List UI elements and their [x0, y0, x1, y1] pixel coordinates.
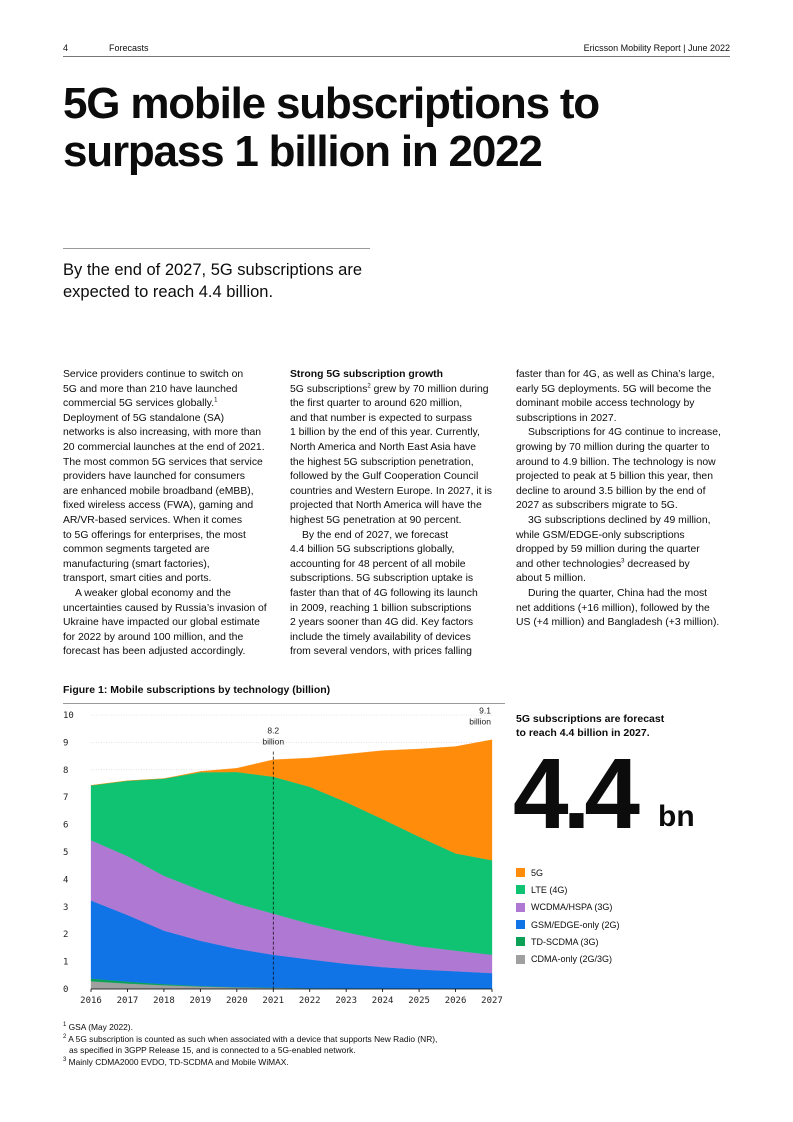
legend-swatch [516, 937, 525, 946]
col2-paragraph-2 [290, 529, 505, 660]
text-line: AR/VR-based services. When it comes [63, 514, 243, 526]
legend-item-5g [516, 864, 620, 881]
legend-item-wcdma [516, 899, 620, 916]
x-tick-label: 2021 [262, 996, 285, 1006]
text-segment: decreased by [624, 558, 690, 570]
page-number: 4 [63, 43, 69, 53]
x-tick-label: 2019 [189, 996, 212, 1006]
x-tick-label: 2026 [444, 996, 467, 1006]
big-number: 4.4 [513, 738, 635, 850]
report-name: Ericsson Mobility Report | June 2022 [583, 43, 730, 53]
text-line: net additions (+16 million), followed by the [516, 602, 710, 614]
text-line: include the timely availability of devices [290, 631, 471, 643]
text-line: about 5 million. [516, 573, 586, 585]
y-tick-label: 7 [63, 793, 69, 804]
y-tick-label: 4 [63, 875, 69, 886]
stacked-area-chart [55, 705, 515, 1010]
legend-label: CDMA-only (2G/3G) [531, 954, 613, 965]
footnote-number: 3 [63, 1056, 67, 1063]
text-segment: grew by 70 million during [370, 383, 489, 395]
text-line: A weaker global economy and the [75, 587, 231, 599]
legend-swatch [516, 868, 525, 877]
subtitle-line-1: By the end of 2027, 5G subscriptions are [63, 261, 363, 279]
y-tick-label: 2 [63, 930, 69, 941]
footnote-text: A 5G subscription is counted as such when associated with a device that supports New Radio (NR), [66, 1033, 438, 1044]
text-line: around to 4.9 billion. The technology is now [516, 456, 716, 468]
text-line: forecast has been adjusted accordingly. [63, 646, 246, 658]
annotation-unit: billion [469, 716, 491, 727]
text-line: 1 billion by the end of this year. Currently, [290, 427, 480, 439]
text-line: providers have launched for consumers [63, 471, 245, 483]
section-name: Forecasts [109, 43, 149, 53]
text-line: growing by 70 million during the quarter to [516, 441, 710, 453]
figure-divider [63, 703, 505, 704]
text-segment: and other technologies [516, 558, 622, 570]
text-line: During the quarter, China had the most [528, 587, 708, 599]
text-line: projected to peak at 5 billion this year, then [516, 471, 713, 483]
text-line: 2 years sooner than 4G did. Key factors [290, 617, 474, 629]
footnote-1 [63, 1022, 583, 1034]
footnote-3 [63, 1057, 583, 1069]
y-tick-label: 6 [63, 820, 69, 831]
footnote-ref: 2 [367, 383, 371, 390]
text-line: decline to around 3.5 billion by the end of [516, 485, 706, 497]
chart-legend [516, 864, 620, 968]
legend-label: LTE (4G) [531, 884, 568, 895]
legend-label: WCDMA/HSPA (3G) [531, 902, 613, 913]
page-header [63, 41, 730, 57]
legend-item-cdma [516, 950, 620, 967]
text-line: are enhanced mobile broadband (eMBB), [63, 485, 254, 497]
legend-item-gsm [516, 916, 620, 933]
legend-item-lte [516, 881, 620, 898]
col3-paragraph-3 [516, 514, 731, 587]
legend-swatch [516, 885, 525, 894]
y-tick-label: 5 [63, 848, 69, 858]
text-line: and that number is expected to surpass [290, 412, 472, 424]
text-line: faster than that of 4G following its launch [290, 587, 478, 599]
annotation-value: 9.1 [479, 705, 491, 716]
x-tick-label: 2020 [225, 996, 248, 1006]
x-tick-label: 2022 [298, 996, 321, 1006]
text-line: projected that North America will have the [290, 500, 482, 512]
col2-heading: Strong 5G subscription growth [290, 369, 443, 380]
text-line: 3G subscriptions declined by 49 million, [528, 514, 711, 526]
col3-paragraph-4 [516, 587, 731, 631]
text-line: for 2022 by around 100 million, and the [63, 631, 244, 643]
text-line: networks is also increasing, with more than [63, 427, 262, 439]
title-line-2: surpass 1 billion in 2022 [63, 127, 542, 176]
text-line: countries and Western Europe. In 2027, it is [290, 485, 492, 497]
text-line: Ukraine have impacted our global estimate [63, 617, 260, 629]
text-line: 2027 as subscribers migrate to 5G. [516, 500, 678, 512]
text-line: fixed wireless access (FWA), gaming and [63, 500, 254, 512]
text-line: from several vendors, with prices falling [290, 646, 472, 658]
col1-paragraph-2 [63, 587, 278, 660]
text-line: subscriptions in 2027. [516, 412, 617, 424]
y-tick-label: 9 [63, 738, 69, 749]
text-line: dropped by 59 million during the quarter [516, 544, 700, 556]
text-line: 20 commercial launches at the end of 2021. [63, 441, 265, 453]
x-tick-label: 2027 [481, 996, 503, 1006]
x-tick-label: 2016 [80, 996, 102, 1006]
col1-paragraph-1 [63, 368, 278, 587]
big-number-unit: bn [658, 800, 695, 833]
callout-line-1: 5G subscriptions are forecast [516, 713, 665, 725]
text-line: transport, smart cities and ports. [63, 573, 212, 585]
text-line: early 5G deployments. 5G will become the [516, 383, 712, 395]
body-column-3 [516, 368, 731, 631]
x-tick-label: 2023 [335, 996, 358, 1006]
text-line: Subscriptions for 4G continue to increase, [528, 427, 721, 439]
text-line: in 2009, reaching 1 billion subscriptions [290, 602, 472, 614]
subtitle-line-2: expected to reach 4.4 billion. [63, 283, 274, 301]
footnote-2 [63, 1034, 583, 1046]
footnote-text: GSA (May 2022). [66, 1022, 133, 1032]
footnote-2-continued: as specified in 3GPP Release 15, and is connected to a 5G-enabled network. [69, 1045, 356, 1055]
legend-swatch [516, 903, 525, 912]
text-line: dominant mobile access technology by [516, 398, 695, 410]
legend-swatch [516, 955, 525, 964]
col2-paragraph-1 [290, 383, 505, 529]
footnote-ref: 1 [214, 397, 218, 404]
text-line: manufacturing (smart factories), [63, 558, 210, 570]
legend-label: GSM/EDGE-only (2G) [531, 919, 620, 930]
title-line-1: 5G mobile subscriptions to [63, 79, 599, 128]
x-tick-label: 2025 [408, 996, 430, 1006]
col3-paragraph-2 [516, 426, 731, 514]
text-line: Deployment of 5G standalone (SA) [63, 412, 225, 424]
y-tick-label: 1 [63, 957, 69, 968]
text-line: the first quarter to around 620 million, [290, 398, 463, 410]
text-line: US (+4 million) and Bangladesh (+3 million). [516, 617, 720, 629]
footnote-number: 1 [63, 1022, 67, 1029]
text-line: uncertainties caused by Russia’s invasion of [63, 602, 267, 614]
text-line: while GSM/EDGE-only subscriptions [516, 529, 685, 541]
legend-label: TD-SCDMA (3G) [531, 936, 599, 947]
text-line: common segments targeted are [63, 544, 210, 556]
x-tick-label: 2017 [116, 996, 139, 1006]
chart-areas [91, 740, 492, 989]
annotation-unit: billion [262, 736, 285, 747]
y-tick-label: 10 [63, 711, 74, 721]
subtitle [63, 259, 383, 303]
legend-swatch [516, 920, 525, 929]
annotation-value: 8.2 [267, 725, 280, 736]
footnotes [63, 1022, 583, 1068]
text-line: to 5G offerings for enterprises, the most [63, 529, 246, 541]
text-line: 4.4 billion 5G subscriptions globally, [290, 544, 455, 556]
footnote-ref: 3 [621, 558, 625, 565]
page-title [63, 80, 703, 176]
text-line: North America and North East Asia have [290, 441, 476, 453]
forecast-callout [516, 712, 706, 740]
text-line: commercial 5G services globally. [63, 398, 215, 410]
body-column-1 [63, 368, 278, 660]
text-line: 5G and more than 210 have launched [63, 383, 238, 395]
col3-paragraph-1 [516, 368, 731, 426]
text-line: followed by the Gulf Cooperation Council [290, 471, 479, 483]
text-line: faster than for 4G, as well as China’s large, [516, 369, 715, 380]
text-line: subscriptions. 5G subscription uptake is [290, 573, 474, 585]
y-tick-label: 3 [63, 902, 69, 913]
callout-line-2: to reach 4.4 billion in 2027. [516, 727, 650, 739]
footnote-text: Mainly CDMA2000 EVDO, TD-SCDMA and Mobile WiMAX. [66, 1056, 289, 1067]
text-line: The most common 5G services that service [63, 456, 263, 468]
x-tick-label: 2024 [371, 996, 394, 1006]
footnote-number: 2 [63, 1033, 67, 1040]
text-line: highest 5G penetration at 90 percent. [290, 514, 462, 526]
text-segment: 5G subscriptions [290, 383, 368, 395]
legend-label: 5G [531, 867, 544, 878]
legend-item-td-scdma [516, 933, 620, 950]
y-tick-label: 8 [63, 765, 69, 776]
y-tick-label: 0 [63, 985, 69, 995]
text-line: By the end of 2027, we forecast [302, 529, 449, 541]
figure-title: Figure 1: Mobile subscriptions by technology (billion) [63, 684, 331, 696]
text-line: accounting for 48 percent of all mobile [290, 558, 466, 570]
text-line: Service providers continue to switch on [63, 369, 244, 380]
x-tick-label: 2018 [153, 996, 175, 1006]
body-column-2 [290, 368, 505, 660]
text-line: the highest 5G subscription penetration, [290, 456, 474, 468]
subtitle-divider [63, 248, 370, 249]
